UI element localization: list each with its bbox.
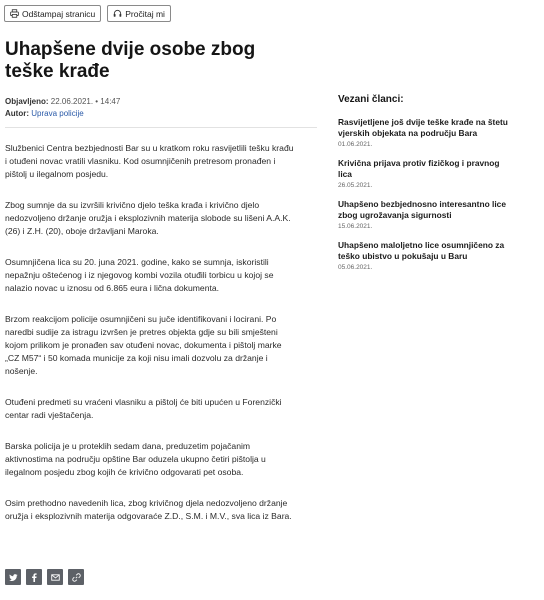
article-paragraph: Službenici Centra bezbjednosti Bar su u kratkom roku rasvijetlili tešku krađu i otuđeni novac vratili vlasniku. Kod osumnjičenih pretresom pronađen i pištolj u ilegalnom posjedu. <box>5 143 294 179</box>
article-paragraph: Osumnjičena lica su 20. juna 2021. godine, kako se sumnja, iskoristili nepažnju oštećenog i iz njegovog kombi vozila otuđili torbicu u kojoj se nalazio novac u iznosu od 6.865 eura i lična dokumenta. <box>5 257 274 293</box>
share-buttons <box>5 569 84 585</box>
author-label: Autor: <box>5 109 29 118</box>
article-paragraph: Barska policija je u proteklih sedam dana, preduzetim pojačanim aktivnostima na području opštine Bar oduzela ukupno četiri pištolja u ilegalnom posjedu zbog kojih će krivično odgovarati pet osoba. <box>5 441 266 477</box>
article-paragraph: Osim prethodno navedenih lica, zbog krivičnog djela nedozvoljeno držanje oružja i eksplozivnih materija odgovaraće Z.D., S.M. i M.V., sva lica iz Bara. <box>5 498 292 521</box>
related-item-date: 01.06.2021. <box>338 141 373 148</box>
email-icon <box>51 573 60 582</box>
related-item[interactable] <box>338 117 508 148</box>
related-item-date: 15.06.2021. <box>338 223 373 230</box>
listen-button[interactable] <box>107 5 171 22</box>
print-button[interactable] <box>4 5 101 22</box>
related-item[interactable] <box>338 158 508 189</box>
author-line <box>5 108 120 120</box>
related-articles <box>338 94 508 281</box>
share-email-button[interactable] <box>47 569 63 585</box>
published-date: 22.06.2021. • 14:47 <box>50 97 121 106</box>
article-meta <box>5 96 120 120</box>
related-item-date: 05.06.2021. <box>338 264 373 271</box>
twitter-icon <box>9 573 18 582</box>
related-item[interactable] <box>338 199 508 230</box>
meta-divider <box>5 127 317 128</box>
article-paragraph: Otuđeni predmeti su vraćeni vlasniku a pištolj će biti upućen u Forenzički centar radi vještačenja. <box>5 397 282 420</box>
related-heading: Vezani članci: <box>338 94 404 105</box>
related-item[interactable] <box>338 240 508 271</box>
article-paragraph: Brzom reakcijom policije osumnjičeni su juče identifikovani i locirani. Po naredbi sudije za istragu izvršen je pretres objekta gdje su bili smještenі kojom prilikom je pronađen sav otuđeni novac, dokumenta i pištolj marke „CZ M57“ i 50 komada municije za koji nisu imali dozvolu za držanje i nošenje. <box>5 314 282 376</box>
link-icon <box>72 573 81 582</box>
published-line <box>5 96 120 108</box>
share-twitter-button[interactable] <box>5 569 21 585</box>
article-body <box>5 142 295 541</box>
published-label: Objavljeno: <box>5 97 49 106</box>
facebook-icon <box>30 573 39 582</box>
related-item-title[interactable]: Rasvijetljene još dvije teške krađe na štetu vjerskih objekata na području Bara <box>338 117 508 138</box>
printer-icon <box>10 9 19 18</box>
author-link[interactable]: Uprava policije <box>31 109 84 118</box>
share-link-button[interactable] <box>68 569 84 585</box>
share-facebook-button[interactable] <box>26 569 42 585</box>
related-item-title[interactable]: Krivična prijava protiv fizičkog i pravnog lica <box>338 158 500 179</box>
headphones-icon <box>113 9 122 18</box>
article-toolbar <box>4 5 171 22</box>
listen-button-label: Pročitaj mi <box>125 8 165 19</box>
print-button-label: Odštampaj stranicu <box>22 8 96 19</box>
related-item-date: 26.05.2021. <box>338 182 373 189</box>
related-item-title[interactable]: Uhapšeno bezbjednosno interesantno lice zbog ugrožavanja sigurnosti <box>338 199 506 220</box>
related-item-title[interactable]: Uhapšeno maloljetno lice osumnjičeno za teško ubistvo u pokušaju u Baru <box>338 240 505 261</box>
article-title: Uhapšene dvije osobe zbog teške krađe <box>5 39 256 82</box>
article-paragraph: Zbog sumnje da su izvršili krivično djelo teška krađa i krivično djelo nedozvoljeno držanje oružja i eksplozivnih materija slobode su lišeni A.A.K. (26) i Z.H. (20), oboje državljani Maroka. <box>5 200 291 236</box>
